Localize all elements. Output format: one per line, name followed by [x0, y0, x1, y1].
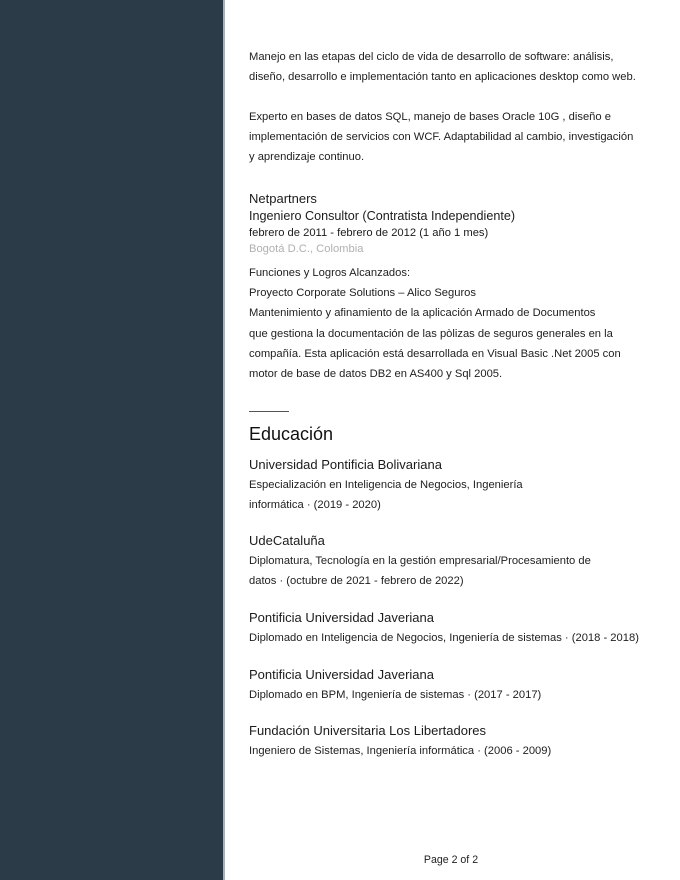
sidebar-panel — [0, 0, 223, 880]
education-heading: Educación — [249, 424, 334, 444]
education-school: Universidad Pontificia Bolivariana — [249, 457, 442, 472]
page-number: Page 2 of 2 — [423, 854, 479, 866]
sidebar-divider — [223, 0, 225, 880]
text-line: Diplomado en BPM, Ingeniería de sistemas · (2017 - 2017) — [249, 689, 542, 701]
text-line: diseño, desarrollo e implementación tanto en aplicaciones desktop como web. — [249, 71, 636, 84]
text-line: que gestiona la documentación de las pòlizas de seguros generales en la — [249, 327, 613, 340]
text-line: Diplomatura, Tecnología en la gestión empresarial/Procesamiento de — [249, 555, 591, 567]
text-line: y aprendizaje continuo. — [249, 151, 365, 164]
experience-title: Ingeniero Consultor (Contratista Independiente) — [249, 209, 516, 223]
experience-company: Netpartners — [249, 191, 317, 206]
experience-location: Bogotá D.C., Colombia — [249, 243, 364, 255]
education-degree — [249, 685, 541, 705]
text-line: informática · (2019 - 2020) — [249, 499, 381, 512]
summary-paragraph-2 — [249, 107, 633, 168]
experience-dates: febrero de 2011 - febrero de 2012 (1 año 1 mes) — [249, 227, 489, 239]
education-degree — [249, 628, 639, 648]
text-line: Ingeniero de Sistemas, Ingeniería informática · (2006 - 2009) — [249, 745, 552, 757]
text-line: motor de base de datos DB2 en AS400 y Sql 2005. — [249, 368, 503, 381]
summary-paragraph-1 — [249, 47, 636, 87]
text-line: Proyecto Corporate Solutions – Alico Seguros — [249, 287, 476, 300]
education-school: UdeCataluña — [249, 533, 325, 548]
education-school: Fundación Universitaria Los Libertadores — [249, 723, 487, 738]
text-line: Diplomado en Inteligencia de Negocios, Ingeniería de sistemas · (2018 - 2018) — [249, 632, 639, 644]
text-line: Mantenimiento y afinamiento de la aplicación Armado de Documentos — [249, 307, 596, 320]
education-school: Pontificia Universidad Javeriana — [249, 667, 434, 682]
text-line: compañía. Esta aplicación está desarrollada en Visual Basic .Net 2005 con — [249, 347, 621, 360]
text-line: datos · (octubre de 2021 - febrero de 2022) — [249, 575, 464, 588]
education-degree — [249, 741, 551, 761]
text-line: Manejo en las etapas del ciclo de vida de desarrollo de software: análisis, — [249, 51, 614, 63]
text-line: Funciones y Logros Alcanzados: — [249, 267, 411, 279]
section-divider — [249, 411, 289, 412]
text-line: Experto en bases de datos SQL, manejo de bases Oracle 10G , diseño e — [249, 111, 611, 123]
education-school: Pontificia Universidad Javeriana — [249, 610, 434, 625]
text-line: implementación de servicios con WCF. Adaptabilidad al cambio, investigación — [249, 131, 634, 144]
experience-description — [249, 263, 621, 384]
text-line: Especialización en Inteligencia de Negocios, Ingeniería — [249, 479, 523, 491]
education-degree — [249, 551, 591, 591]
education-degree — [249, 475, 523, 515]
